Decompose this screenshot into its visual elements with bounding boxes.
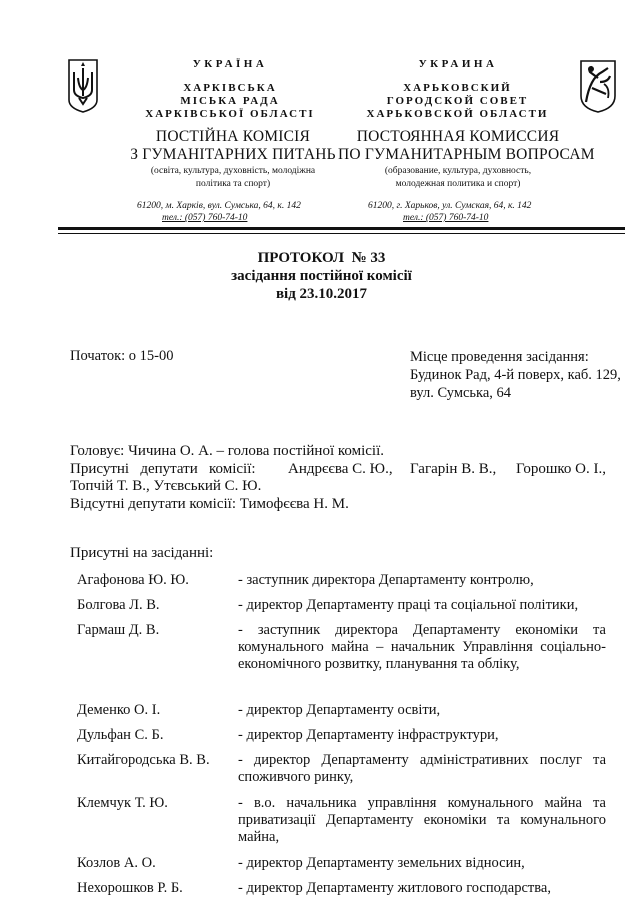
- header-right-phone: тел.: (057) 760-74-10: [403, 213, 489, 223]
- header-left-note-line: (освіта, культура, духовність, молодіжна: [150, 166, 316, 176]
- kharkiv-coat-of-arms-emblem: [578, 58, 618, 114]
- participant-name: Агафонова Ю. Ю.: [77, 572, 189, 588]
- header-right-note-line: молодежная политика и спорт): [395, 179, 521, 189]
- header-left-council: [120, 82, 340, 121]
- protocol-subtitle: засідання постійної комісії: [231, 268, 412, 284]
- header-right-address: 61200, г. Харьков, ул. Сумская, 64, к. 142: [368, 201, 532, 211]
- meeting-venue: [410, 348, 621, 402]
- header-right-commission-line: ПО ГУМАНИТАРНЫМ ВОПРОСАМ: [338, 146, 595, 163]
- meeting-venue-line: Місце проведення засідання:: [410, 349, 589, 365]
- header-left-commission-line: З ГУМАНІТАРНИХ ПИТАНЬ: [130, 146, 336, 163]
- header-right-note: [340, 165, 576, 191]
- meeting-venue-line: Будинок Рад, 4-й поверх, каб. 129,: [410, 367, 621, 383]
- participant-name: Нехорошков Р. Б.: [77, 880, 183, 896]
- protocol-date: від 23.10.2017: [275, 286, 368, 302]
- participant-role: - директор Департаменту інфраструктури,: [238, 727, 499, 743]
- participant-role: - директор Департаменту праці та соціальної політики,: [238, 597, 579, 613]
- header-right-council-line: ХАРЬКОВСКОЙ ОБЛАСТИ: [366, 108, 549, 120]
- header-left-note-line: політика та спорт): [195, 179, 271, 189]
- header-right-council: [350, 82, 565, 121]
- header-right-council-line: ГОРОДСКОЙ СОВЕТ: [386, 95, 529, 107]
- header-left-council-line: МІСЬКА РАДА: [180, 95, 280, 107]
- participant-role: - директор Департаменту освіти,: [238, 702, 441, 718]
- participant-name: Болгова Л. В.: [77, 597, 160, 613]
- participant-name: Гармаш Д. В.: [77, 622, 160, 638]
- participants-heading: Присутні на засіданні:: [70, 545, 214, 561]
- chair-line: Головує: Чичина О. А. – голова постійної комісії.: [70, 443, 385, 459]
- protocol-title: ПРОТОКОЛ № 33: [257, 250, 386, 266]
- present-name: Гагарін В. В.,: [410, 461, 497, 477]
- participant-role: - директор Департаменту житлового господарства,: [238, 880, 551, 896]
- header-rule-thick: [58, 227, 625, 230]
- header-left-council-line: ХАРКІВСЬКОЇ ОБЛАСТІ: [145, 108, 315, 120]
- participant-name: Козлов А. О.: [77, 855, 156, 871]
- participant-role: - в.о. начальника управління комунального майна та приватизації Департаменту економіки та комунального майна,: [238, 795, 606, 845]
- header-left-address: 61200, м. Харків, вул. Сумська, 64, к. 142: [137, 201, 301, 211]
- header-left-note: [113, 165, 353, 191]
- ukraine-trident-emblem: [66, 58, 100, 114]
- header-left-commission: [118, 128, 348, 164]
- participant-name: Деменко О. І.: [77, 702, 161, 718]
- header-left-commission-line: ПОСТІЙНА КОМІСІЯ: [155, 128, 311, 145]
- participant-role: - заступник директора Департаменту контролю,: [238, 572, 534, 588]
- participant-name: Китайгородська В. В.: [77, 752, 210, 768]
- header-left-council-line: ХАРКІВСЬКА: [183, 82, 277, 94]
- header-left-country: УКРАЇНА: [192, 58, 268, 70]
- header-right-country: УКРАИНА: [418, 58, 498, 70]
- header-right-council-line: ХАРЬКОВСКИЙ: [403, 82, 512, 94]
- participant-role: - заступник директора Департаменту економіки та комунального майна – начальник Управління соціально-економічного розвитку, планування та обліку,: [238, 622, 606, 672]
- meeting-venue-line: вул. Сумська, 64: [410, 385, 512, 401]
- participant-role: - директор Департаменту адміністративних послуг та споживчого ринку,: [238, 752, 606, 785]
- absent-line: Відсутні депутати комісії: Тимофєєва Н. М.: [70, 496, 349, 512]
- participant-name: Дульфан С. Б.: [77, 727, 164, 743]
- header-right-commission-line: ПОСТОЯННАЯ КОМИССИЯ: [356, 128, 560, 145]
- present-label: Присутні депутати комісії:: [70, 461, 256, 477]
- present-name: Андрєєва С. Ю.,: [288, 461, 393, 477]
- header-left-phone: тел.: (057) 760-74-10: [162, 213, 248, 223]
- header-right-note-line: (образование, культура, духовность,: [384, 166, 532, 176]
- header-right-commission: [338, 128, 595, 164]
- present-name: Горошко О. І.,: [516, 461, 607, 477]
- meeting-start: Початок: о 15-00: [70, 348, 174, 364]
- present-line-2: Топчій Т. В., Утєвський С. Ю.: [70, 478, 262, 494]
- header-rule-thin: [58, 233, 625, 234]
- participant-name: Клемчук Т. Ю.: [77, 795, 168, 811]
- participant-role: - директор Департаменту земельних відносин,: [238, 855, 525, 871]
